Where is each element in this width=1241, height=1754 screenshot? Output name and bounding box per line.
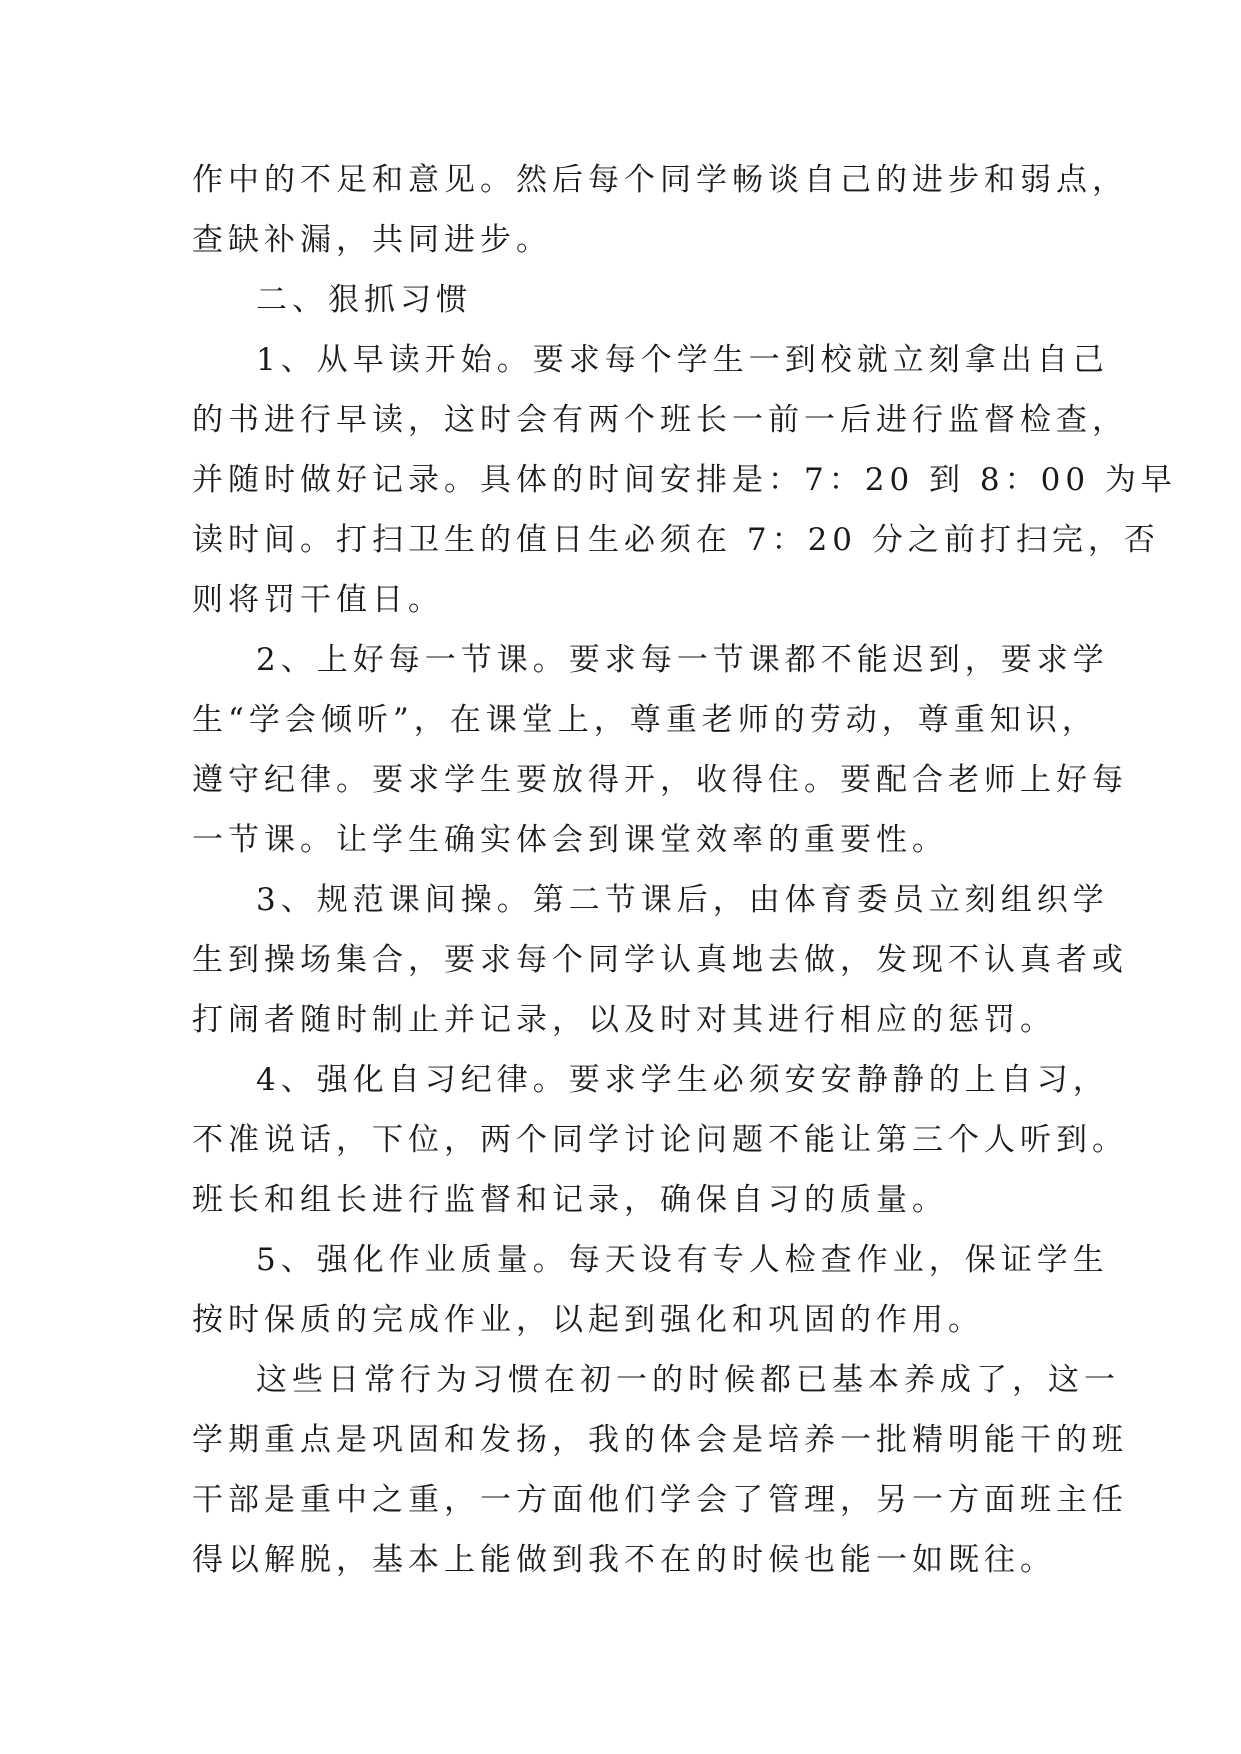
- text-line: 这些日常行为习惯在初一的时候都已基本养成了，这一: [256, 1362, 1120, 1398]
- section-heading: 二、狠抓习惯: [256, 282, 472, 318]
- text-line: 生“学会倾听”，在课堂上，尊重老师的劳动，尊重知识，: [192, 702, 1098, 738]
- text-line: 4、强化自习纪律。要求学生必须安安静静的上自习，: [256, 1062, 1109, 1098]
- text-line: 生到操场集合，要求每个同学认真地去做，发现不认真者或: [192, 942, 1128, 978]
- text-line: 3、规范课间操。第二节课后，由体育委员立刻组织学: [256, 882, 1109, 918]
- text-line: 5、强化作业质量。每天设有专人检查作业，保证学生: [256, 1242, 1109, 1278]
- text-line: 打闹者随时制止并记录，以及时对其进行相应的惩罚。: [192, 1002, 1056, 1038]
- text-line: 则将罚干值日。: [192, 582, 444, 618]
- text-line: 得以解脱，基本上能做到我不在的时候也能一如既往。: [192, 1542, 1056, 1578]
- text-line: 遵守纪律。要求学生要放得开，收得住。要配合老师上好每: [192, 762, 1128, 798]
- text-line: 读时间。打扫卫生的值日生必须在 7：20 分之前打扫完，否: [192, 522, 1160, 558]
- text-line: 学期重点是巩固和发扬，我的体会是培养一批精明能干的班: [192, 1422, 1128, 1458]
- document-body: [192, 150, 1177, 1590]
- text-line: 一节课。让学生确实体会到课堂效率的重要性。: [192, 822, 948, 858]
- text-line: 按时保质的完成作业，以起到强化和巩固的作用。: [192, 1302, 984, 1338]
- text-line: 班长和组长进行监督和记录，确保自习的质量。: [192, 1182, 948, 1218]
- text-line: 查缺补漏，共同进步。: [192, 222, 552, 258]
- text-line: 2、上好每一节课。要求每一节课都不能迟到，要求学: [256, 642, 1109, 678]
- text-line: 1、从早读开始。要求每个学生一到校就立刻拿出自己: [256, 342, 1109, 378]
- text-line: 干部是重中之重，一方面他们学会了管理，另一方面班主任: [192, 1482, 1128, 1518]
- text-line: 的书进行早读，这时会有两个班长一前一后进行监督检查，: [192, 402, 1128, 438]
- text-line: 不准说话，下位，两个同学讨论问题不能让第三个人听到。: [192, 1122, 1128, 1158]
- text-line: 并随时做好记录。具体的时间安排是：7：20 到 8：00 为早: [192, 462, 1177, 498]
- text-line: 作中的不足和意见。然后每个同学畅谈自己的进步和弱点，: [192, 162, 1128, 198]
